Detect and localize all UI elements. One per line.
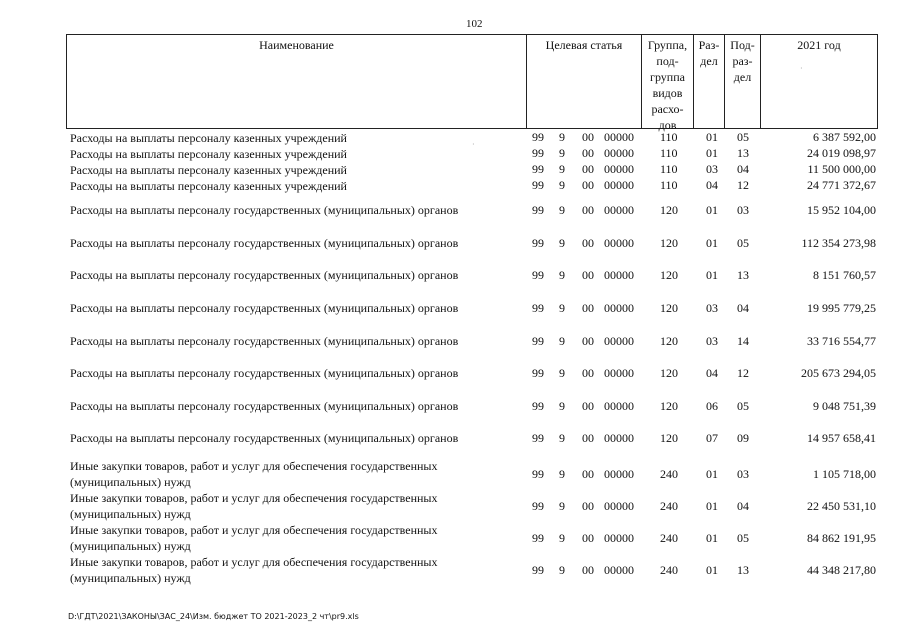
cell-name: Расходы на выплаты персоналу казенных учреждений [70, 131, 347, 145]
cell-razdel: 01 [706, 203, 718, 217]
table-row [0, 554, 905, 586]
cell-podrazdel: 04 [737, 162, 749, 176]
cell-expense-group: 110 [660, 130, 678, 144]
table-row [0, 458, 905, 490]
cell-code-2: 9 [559, 431, 565, 445]
cell-podrazdel: 04 [737, 301, 749, 315]
cell-amount: 8 151 760,57 [813, 268, 876, 282]
cell-podrazdel: 12 [737, 366, 749, 380]
cell-code-4: 00000 [604, 366, 634, 380]
cell-amount: 24 771 372,67 [807, 178, 876, 192]
cell-razdel: 01 [706, 236, 718, 250]
cell-code-1: 99 [532, 130, 544, 144]
cell-code-2: 9 [559, 178, 565, 192]
cell-code-1: 99 [532, 178, 544, 192]
cell-name: Расходы на выплаты персоналу казенных учреждений [70, 147, 347, 161]
cell-razdel: 07 [706, 431, 718, 445]
cell-code-4: 00000 [604, 301, 634, 315]
cell-amount: 84 862 191,95 [807, 531, 876, 545]
cell-code-1: 99 [532, 162, 544, 176]
cell-code-3: 00 [582, 162, 594, 176]
cell-code-4: 00000 [604, 203, 634, 217]
cell-amount: 22 450 531,10 [807, 499, 876, 513]
header-podrazdel: Под- раз- дел [724, 35, 760, 128]
cell-name: Расходы на выплаты персоналу государственных (муниципальных) органов [70, 366, 459, 380]
cell-code-3: 00 [582, 130, 594, 144]
cell-podrazdel: 03 [737, 203, 749, 217]
cell-razdel: 04 [706, 178, 718, 192]
cell-code-4: 00000 [604, 130, 634, 144]
table-row [0, 365, 905, 383]
cell-razdel: 01 [706, 268, 718, 282]
cell-name: Расходы на выплаты персоналу государственных (муниципальных) органов [70, 301, 459, 315]
cell-expense-group: 120 [660, 268, 678, 282]
cell-razdel: 01 [706, 531, 718, 545]
cell-expense-group: 120 [660, 334, 678, 348]
cell-razdel: 03 [706, 301, 718, 315]
cell-code-3: 00 [582, 531, 594, 545]
cell-expense-group: 110 [660, 178, 678, 192]
cell-code-3: 00 [582, 431, 594, 445]
table-row [0, 522, 905, 554]
cell-name: Расходы на выплаты персоналу государственных (муниципальных) органов [70, 203, 459, 217]
cell-amount: 19 995 779,25 [807, 301, 876, 315]
cell-code-1: 99 [532, 146, 544, 160]
header-name: Наименование [259, 38, 334, 52]
cell-razdel: 06 [706, 399, 718, 413]
cell-code-3: 00 [582, 268, 594, 282]
cell-podrazdel: 05 [737, 531, 749, 545]
cell-razdel: 01 [706, 467, 718, 481]
table-row [0, 430, 905, 448]
cell-code-2: 9 [559, 236, 565, 250]
cell-code-3: 00 [582, 399, 594, 413]
cell-code-1: 99 [532, 301, 544, 315]
cell-code-4: 00000 [604, 334, 634, 348]
cell-razdel: 01 [706, 130, 718, 144]
cell-name: Иные закупки товаров, работ и услуг для обеспечения государственных (муниципальных) нужд [70, 459, 438, 489]
table-row [0, 235, 905, 253]
cell-amount: 11 500 000,00 [807, 162, 876, 176]
cell-name: Расходы на выплаты персоналу государственных (муниципальных) органов [70, 431, 459, 445]
cell-name: Иные закупки товаров, работ и услуг для обеспечения государственных (муниципальных) нужд [70, 555, 438, 585]
cell-code-4: 00000 [604, 531, 634, 545]
cell-amount: 44 348 217,80 [807, 563, 876, 577]
cell-expense-group: 120 [660, 301, 678, 315]
cell-expense-group: 110 [660, 146, 678, 160]
cell-expense-group: 110 [660, 162, 678, 176]
cell-podrazdel: 13 [737, 268, 749, 282]
header-expense-group: Группа, под- группа видов расхо- дов [641, 35, 693, 128]
cell-code-1: 99 [532, 334, 544, 348]
cell-expense-group: 120 [660, 366, 678, 380]
cell-amount: 1 105 718,00 [813, 467, 876, 481]
cell-code-2: 9 [559, 399, 565, 413]
header-year: 2021 год [760, 35, 877, 128]
cell-code-2: 9 [559, 531, 565, 545]
cell-code-2: 9 [559, 334, 565, 348]
cell-code-4: 00000 [604, 236, 634, 250]
cell-code-3: 00 [582, 334, 594, 348]
scan-speck: · [800, 64, 803, 73]
cell-razdel: 04 [706, 366, 718, 380]
cell-code-2: 9 [559, 203, 565, 217]
cell-code-1: 99 [532, 236, 544, 250]
cell-code-1: 99 [532, 499, 544, 513]
cell-code-2: 9 [559, 563, 565, 577]
file-path-footer: D:\ГДТ\2021\ЗАКОНЫ\ЗАС_24\Изм. бюджет ТО 2021-2023_2 чт\pr9.xls [68, 612, 359, 621]
cell-name: Расходы на выплаты персоналу государственных (муниципальных) органов [70, 236, 459, 250]
cell-code-1: 99 [532, 531, 544, 545]
cell-code-3: 00 [582, 467, 594, 481]
cell-amount: 6 387 592,00 [813, 130, 876, 144]
cell-podrazdel: 13 [737, 146, 749, 160]
cell-code-1: 99 [532, 431, 544, 445]
cell-code-2: 9 [559, 162, 565, 176]
cell-amount: 205 673 294,05 [801, 366, 876, 380]
cell-podrazdel: 12 [737, 178, 749, 192]
cell-code-4: 00000 [604, 431, 634, 445]
cell-code-3: 00 [582, 366, 594, 380]
cell-code-4: 00000 [604, 268, 634, 282]
cell-code-3: 00 [582, 236, 594, 250]
cell-amount: 24 019 098,97 [807, 146, 876, 160]
cell-code-3: 00 [582, 563, 594, 577]
scan-speck: · [472, 140, 475, 149]
cell-code-1: 99 [532, 399, 544, 413]
table-row [0, 267, 905, 285]
cell-amount: 14 957 658,41 [807, 431, 876, 445]
cell-name: Расходы на выплаты персоналу казенных учреждений [70, 179, 347, 193]
cell-razdel: 01 [706, 563, 718, 577]
cell-expense-group: 120 [660, 431, 678, 445]
cell-code-4: 00000 [604, 499, 634, 513]
cell-razdel: 03 [706, 162, 718, 176]
table-row [0, 178, 905, 194]
cell-expense-group: 240 [660, 467, 678, 481]
cell-amount: 33 716 554,77 [807, 334, 876, 348]
page-number: 102 [466, 18, 483, 30]
cell-razdel: 01 [706, 499, 718, 513]
table-row [0, 162, 905, 178]
cell-expense-group: 240 [660, 563, 678, 577]
cell-code-1: 99 [532, 563, 544, 577]
cell-podrazdel: 09 [737, 431, 749, 445]
cell-code-3: 00 [582, 203, 594, 217]
cell-podrazdel: 05 [737, 236, 749, 250]
cell-code-3: 00 [582, 301, 594, 315]
cell-code-1: 99 [532, 467, 544, 481]
cell-name: Иные закупки товаров, работ и услуг для обеспечения государственных (муниципальных) нужд [70, 523, 438, 553]
table-row [0, 333, 905, 351]
cell-amount: 112 354 273,98 [801, 236, 876, 250]
cell-razdel: 03 [706, 334, 718, 348]
cell-code-2: 9 [559, 268, 565, 282]
cell-name: Расходы на выплаты персоналу государственных (муниципальных) органов [70, 399, 459, 413]
cell-podrazdel: 03 [737, 467, 749, 481]
cell-code-4: 00000 [604, 563, 634, 577]
table-row [0, 490, 905, 522]
cell-expense-group: 120 [660, 236, 678, 250]
cell-expense-group: 240 [660, 499, 678, 513]
cell-code-4: 00000 [604, 399, 634, 413]
table-row [0, 146, 905, 162]
cell-amount: 15 952 104,00 [807, 203, 876, 217]
table-row [0, 398, 905, 416]
cell-podrazdel: 05 [737, 399, 749, 413]
cell-podrazdel: 05 [737, 130, 749, 144]
cell-razdel: 01 [706, 146, 718, 160]
cell-name: Расходы на выплаты персоналу казенных учреждений [70, 163, 347, 177]
cell-code-2: 9 [559, 467, 565, 481]
cell-code-2: 9 [559, 146, 565, 160]
cell-code-2: 9 [559, 130, 565, 144]
table-row [0, 202, 905, 220]
cell-code-1: 99 [532, 268, 544, 282]
cell-code-4: 00000 [604, 162, 634, 176]
cell-name: Расходы на выплаты персоналу государственных (муниципальных) органов [70, 334, 459, 348]
cell-code-2: 9 [559, 366, 565, 380]
table-row [0, 300, 905, 318]
cell-podrazdel: 13 [737, 563, 749, 577]
cell-expense-group: 120 [660, 203, 678, 217]
table-row [0, 130, 905, 146]
table-header [66, 34, 878, 132]
cell-code-3: 00 [582, 178, 594, 192]
header-target-article: Целевая статья [526, 35, 641, 128]
cell-code-2: 9 [559, 301, 565, 315]
cell-expense-group: 120 [660, 399, 678, 413]
cell-name: Иные закупки товаров, работ и услуг для обеспечения государственных (муниципальных) нужд [70, 491, 438, 521]
cell-podrazdel: 04 [737, 499, 749, 513]
cell-code-3: 00 [582, 499, 594, 513]
cell-amount: 9 048 751,39 [813, 399, 876, 413]
cell-expense-group: 240 [660, 531, 678, 545]
cell-code-4: 00000 [604, 146, 634, 160]
cell-podrazdel: 14 [737, 334, 749, 348]
cell-code-3: 00 [582, 146, 594, 160]
cell-code-2: 9 [559, 499, 565, 513]
cell-code-1: 99 [532, 203, 544, 217]
header-razdel: Раз- дел [693, 35, 724, 128]
cell-name: Расходы на выплаты персоналу государственных (муниципальных) органов [70, 268, 459, 282]
cell-code-1: 99 [532, 366, 544, 380]
cell-code-4: 00000 [604, 467, 634, 481]
cell-code-4: 00000 [604, 178, 634, 192]
